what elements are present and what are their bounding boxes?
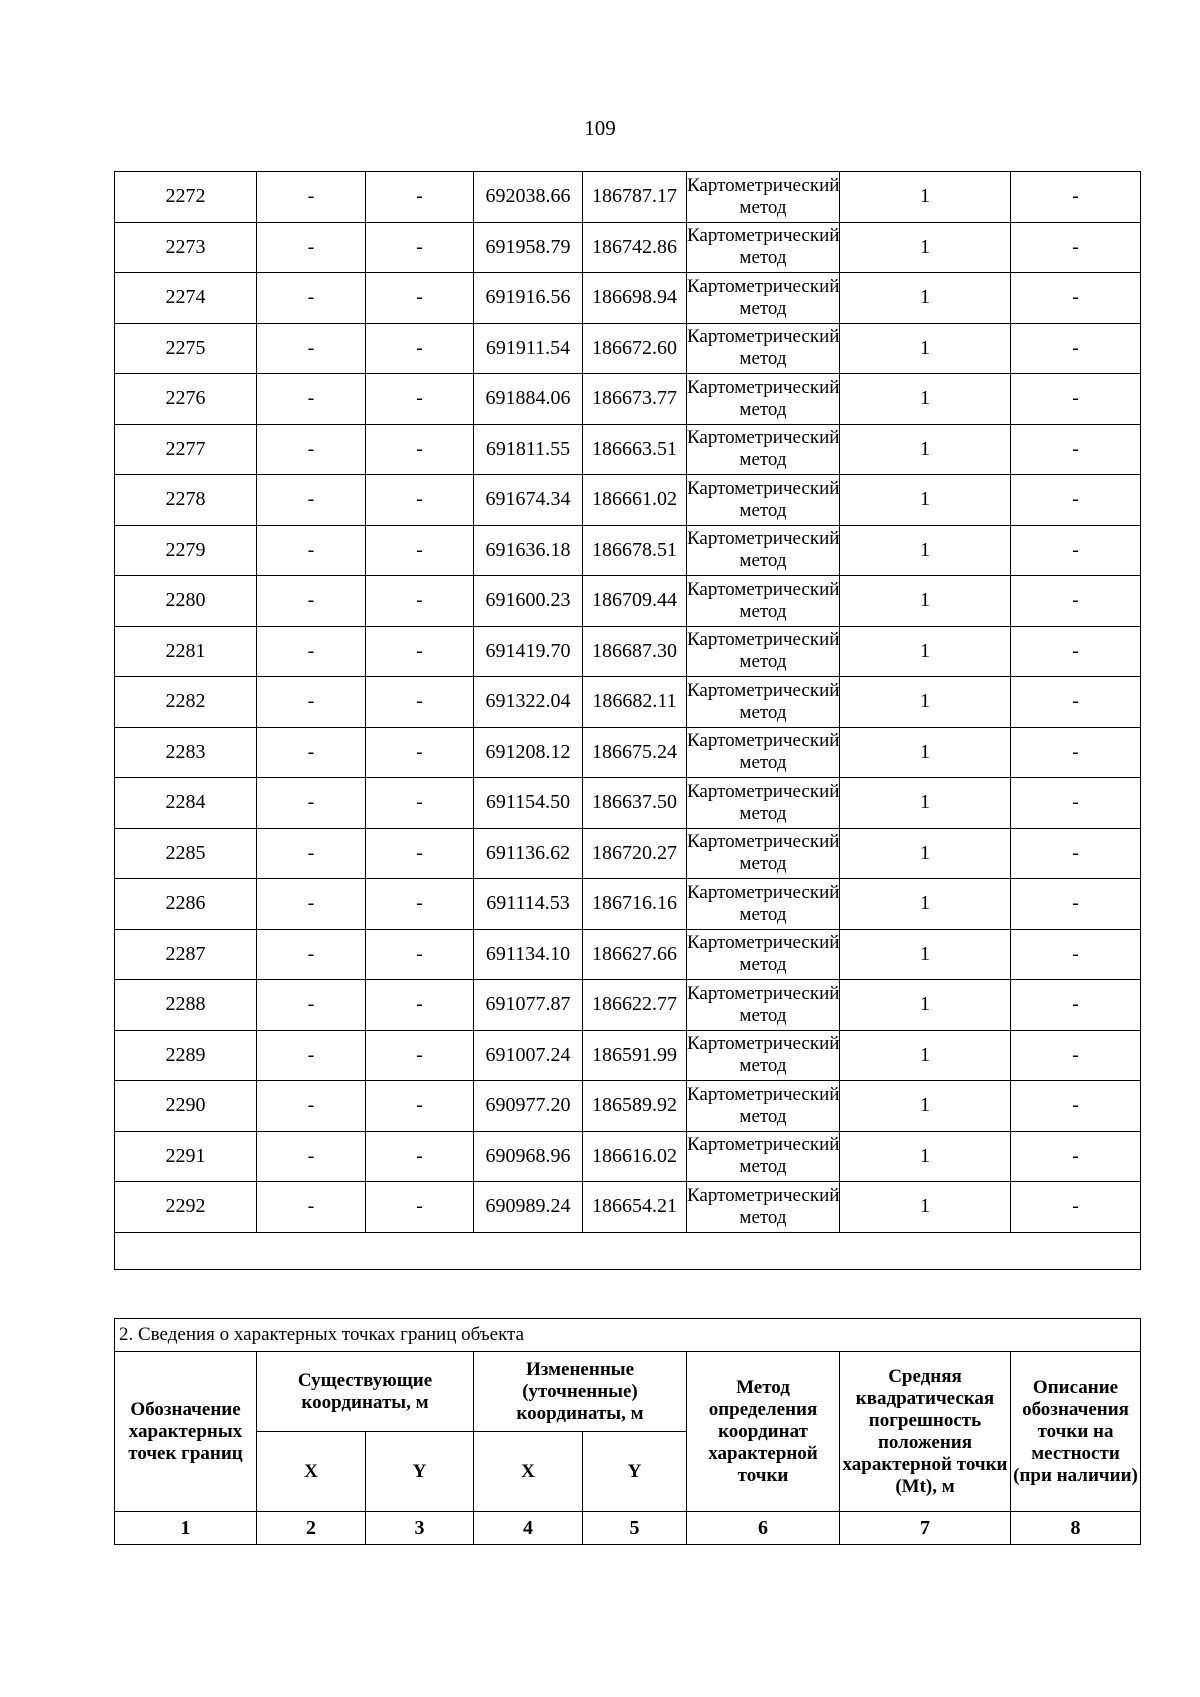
cell-existing-x: - <box>257 626 366 677</box>
cell-existing-x: - <box>257 273 366 324</box>
cell-method: Картометрический метод <box>687 929 840 980</box>
section-title: 2. Сведения о характерных точках границ объекта <box>115 1319 1141 1352</box>
cell-point: 2290 <box>115 1081 257 1132</box>
column-number: 8 <box>1011 1512 1141 1545</box>
cell-changed-x: 691077.87 <box>474 980 583 1031</box>
cell-changed-x: 690989.24 <box>474 1182 583 1233</box>
cell-existing-x: - <box>257 929 366 980</box>
cell-point: 2272 <box>115 172 257 223</box>
header-existing-coordinates: Существующие координаты, м <box>257 1352 474 1432</box>
cell-existing-y: - <box>366 172 474 223</box>
table-row <box>115 273 1141 324</box>
column-number: 2 <box>257 1512 366 1545</box>
cell-point: 2273 <box>115 222 257 273</box>
cell-existing-x: - <box>257 424 366 475</box>
cell-point: 2281 <box>115 626 257 677</box>
table-row <box>115 222 1141 273</box>
table-row-empty <box>115 1232 1141 1269</box>
table-row <box>115 576 1141 627</box>
cell-existing-y: - <box>366 828 474 879</box>
cell-description: - <box>1011 273 1141 324</box>
cell-changed-y: 186637.50 <box>583 778 687 829</box>
cell-changed-x: 691007.24 <box>474 1030 583 1081</box>
cell-method: Картометрический метод <box>687 525 840 576</box>
cell-description: - <box>1011 475 1141 526</box>
cell-changed-x: 691636.18 <box>474 525 583 576</box>
cell-existing-x: - <box>257 980 366 1031</box>
cell-point: 2291 <box>115 1131 257 1182</box>
cell-changed-y: 186589.92 <box>583 1081 687 1132</box>
cell-description: - <box>1011 879 1141 930</box>
cell-point: 2283 <box>115 727 257 778</box>
coordinates-table-continuation <box>114 171 1141 1270</box>
cell-description: - <box>1011 1182 1141 1233</box>
cell-existing-x: - <box>257 727 366 778</box>
cell-existing-x: - <box>257 323 366 374</box>
cell-point: 2275 <box>115 323 257 374</box>
cell-accuracy: 1 <box>840 1081 1011 1132</box>
cell-method: Картометрический метод <box>687 576 840 627</box>
cell-method: Картометрический метод <box>687 879 840 930</box>
cell-accuracy: 1 <box>840 626 1011 677</box>
cell-changed-y: 186673.77 <box>583 374 687 425</box>
cell-description: - <box>1011 929 1141 980</box>
cell-changed-y: 186709.44 <box>583 576 687 627</box>
cell-method: Картометрический метод <box>687 323 840 374</box>
cell-changed-y: 186698.94 <box>583 273 687 324</box>
cell-changed-y: 186675.24 <box>583 727 687 778</box>
cell-point: 2286 <box>115 879 257 930</box>
cell-point: 2284 <box>115 778 257 829</box>
cell-method: Картометрический метод <box>687 980 840 1031</box>
cell-changed-y: 186627.66 <box>583 929 687 980</box>
cell-changed-y: 186616.02 <box>583 1131 687 1182</box>
cell-existing-y: - <box>366 576 474 627</box>
cell-description: - <box>1011 222 1141 273</box>
cell-changed-x: 692038.66 <box>474 172 583 223</box>
cell-accuracy: 1 <box>840 374 1011 425</box>
cell-existing-y: - <box>366 424 474 475</box>
cell-description: - <box>1011 677 1141 728</box>
cell-changed-x: 691154.50 <box>474 778 583 829</box>
cell-existing-y: - <box>366 626 474 677</box>
cell-changed-y: 186787.17 <box>583 172 687 223</box>
page-number: 109 <box>584 116 616 140</box>
cell-accuracy: 1 <box>840 1131 1011 1182</box>
cell-point: 2285 <box>115 828 257 879</box>
cell-existing-x: - <box>257 778 366 829</box>
column-number: 7 <box>840 1512 1011 1545</box>
cell-description: - <box>1011 980 1141 1031</box>
cell-existing-y: - <box>366 879 474 930</box>
cell-changed-y: 186661.02 <box>583 475 687 526</box>
table-row <box>115 172 1141 223</box>
cell-point: 2282 <box>115 677 257 728</box>
cell-existing-y: - <box>366 980 474 1031</box>
column-number: 5 <box>583 1512 687 1545</box>
cell-accuracy: 1 <box>840 273 1011 324</box>
cell-changed-y: 186672.60 <box>583 323 687 374</box>
table-row <box>115 525 1141 576</box>
cell-existing-x: - <box>257 828 366 879</box>
cell-method: Картометрический метод <box>687 374 840 425</box>
cell-existing-y: - <box>366 222 474 273</box>
cell-existing-y: - <box>366 929 474 980</box>
header-existing-x: X <box>257 1432 366 1512</box>
cell-existing-y: - <box>366 1182 474 1233</box>
header-description: Описание обозначения точки на местности (при наличии) <box>1011 1352 1141 1512</box>
cell-changed-x: 691419.70 <box>474 626 583 677</box>
cell-existing-y: - <box>366 1030 474 1081</box>
header-point-designation: Обозначение характерных точек границ <box>115 1352 257 1512</box>
cell-method: Картометрический метод <box>687 626 840 677</box>
cell-method: Картометрический метод <box>687 828 840 879</box>
cell-point: 2288 <box>115 980 257 1031</box>
table-row <box>115 323 1141 374</box>
cell-method: Картометрический метод <box>687 778 840 829</box>
cell-method: Картометрический метод <box>687 1030 840 1081</box>
cell-changed-y: 186591.99 <box>583 1030 687 1081</box>
cell-existing-y: - <box>366 778 474 829</box>
cell-description: - <box>1011 1131 1141 1182</box>
table-row <box>115 879 1141 930</box>
cell-description: - <box>1011 828 1141 879</box>
cell-changed-x: 691811.55 <box>474 424 583 475</box>
header-changed-y: Y <box>583 1432 687 1512</box>
cell-point: 2278 <box>115 475 257 526</box>
cell-changed-y: 186716.16 <box>583 879 687 930</box>
cell-changed-y: 186720.27 <box>583 828 687 879</box>
table-row <box>115 1182 1141 1233</box>
cell-changed-x: 691136.62 <box>474 828 583 879</box>
cell-changed-x: 691114.53 <box>474 879 583 930</box>
cell-changed-x: 691958.79 <box>474 222 583 273</box>
cell-existing-x: - <box>257 374 366 425</box>
boundary-points-header-table <box>114 1318 1141 1545</box>
cell-accuracy: 1 <box>840 475 1011 526</box>
cell-method: Картометрический метод <box>687 222 840 273</box>
column-number: 4 <box>474 1512 583 1545</box>
cell-changed-y: 186742.86 <box>583 222 687 273</box>
cell-accuracy: 1 <box>840 424 1011 475</box>
cell-existing-x: - <box>257 1182 366 1233</box>
table-row <box>115 475 1141 526</box>
cell-changed-y: 186663.51 <box>583 424 687 475</box>
table-row <box>115 424 1141 475</box>
cell-point: 2289 <box>115 1030 257 1081</box>
cell-existing-y: - <box>366 677 474 728</box>
cell-method: Картометрический метод <box>687 677 840 728</box>
cell-point: 2287 <box>115 929 257 980</box>
cell-existing-x: - <box>257 576 366 627</box>
cell-description: - <box>1011 323 1141 374</box>
header-changed-x: X <box>474 1432 583 1512</box>
cell-existing-y: - <box>366 273 474 324</box>
cell-changed-y: 186678.51 <box>583 525 687 576</box>
cell-accuracy: 1 <box>840 980 1011 1031</box>
cell-changed-x: 691911.54 <box>474 323 583 374</box>
cell-point: 2280 <box>115 576 257 627</box>
cell-existing-x: - <box>257 222 366 273</box>
cell-description: - <box>1011 727 1141 778</box>
empty-cell <box>115 1232 1141 1269</box>
cell-accuracy: 1 <box>840 222 1011 273</box>
cell-existing-y: - <box>366 1131 474 1182</box>
cell-existing-y: - <box>366 323 474 374</box>
table-row <box>115 980 1141 1031</box>
cell-existing-y: - <box>366 374 474 425</box>
cell-changed-x: 691600.23 <box>474 576 583 627</box>
cell-method: Картометрический метод <box>687 1182 840 1233</box>
cell-description: - <box>1011 576 1141 627</box>
cell-accuracy: 1 <box>840 576 1011 627</box>
cell-description: - <box>1011 1030 1141 1081</box>
table-row <box>115 677 1141 728</box>
header-method: Метод определения координат характерной точки <box>687 1352 840 1512</box>
header-accuracy: Средняя квадратическая погрешность положения характерной точки (Mt), м <box>840 1352 1011 1512</box>
cell-existing-x: - <box>257 1081 366 1132</box>
cell-point: 2276 <box>115 374 257 425</box>
cell-method: Картометрический метод <box>687 475 840 526</box>
cell-changed-x: 690977.20 <box>474 1081 583 1132</box>
cell-description: - <box>1011 374 1141 425</box>
cell-accuracy: 1 <box>840 879 1011 930</box>
cell-method: Картометрический метод <box>687 172 840 223</box>
cell-changed-y: 186682.11 <box>583 677 687 728</box>
cell-existing-y: - <box>366 1081 474 1132</box>
cell-description: - <box>1011 778 1141 829</box>
cell-method: Картометрический метод <box>687 1081 840 1132</box>
table-row <box>115 1030 1141 1081</box>
cell-changed-x: 691322.04 <box>474 677 583 728</box>
cell-accuracy: 1 <box>840 323 1011 374</box>
cell-description: - <box>1011 424 1141 475</box>
cell-existing-y: - <box>366 727 474 778</box>
cell-accuracy: 1 <box>840 677 1011 728</box>
table-row <box>115 828 1141 879</box>
cell-existing-y: - <box>366 475 474 526</box>
cell-existing-x: - <box>257 879 366 930</box>
cell-point: 2274 <box>115 273 257 324</box>
cell-accuracy: 1 <box>840 828 1011 879</box>
column-number: 3 <box>366 1512 474 1545</box>
cell-existing-y: - <box>366 525 474 576</box>
cell-description: - <box>1011 626 1141 677</box>
cell-accuracy: 1 <box>840 1030 1011 1081</box>
column-number: 6 <box>687 1512 840 1545</box>
cell-description: - <box>1011 172 1141 223</box>
cell-existing-x: - <box>257 1131 366 1182</box>
cell-point: 2292 <box>115 1182 257 1233</box>
cell-changed-x: 691134.10 <box>474 929 583 980</box>
cell-method: Картометрический метод <box>687 424 840 475</box>
header-existing-y: Y <box>366 1432 474 1512</box>
table-row <box>115 727 1141 778</box>
cell-changed-y: 186622.77 <box>583 980 687 1031</box>
cell-changed-x: 691916.56 <box>474 273 583 324</box>
cell-existing-x: - <box>257 525 366 576</box>
cell-existing-x: - <box>257 677 366 728</box>
table-row <box>115 626 1141 677</box>
cell-point: 2277 <box>115 424 257 475</box>
cell-changed-x: 690968.96 <box>474 1131 583 1182</box>
cell-existing-x: - <box>257 1030 366 1081</box>
table-row <box>115 374 1141 425</box>
header-changed-coordinates: Измененные (уточненные) координаты, м <box>474 1352 687 1432</box>
cell-accuracy: 1 <box>840 1182 1011 1233</box>
table-row <box>115 1131 1141 1182</box>
cell-method: Картометрический метод <box>687 1131 840 1182</box>
table-row <box>115 778 1141 829</box>
cell-changed-y: 186687.30 <box>583 626 687 677</box>
column-number: 1 <box>115 1512 257 1545</box>
cell-method: Картометрический метод <box>687 273 840 324</box>
cell-accuracy: 1 <box>840 727 1011 778</box>
cell-accuracy: 1 <box>840 929 1011 980</box>
cell-description: - <box>1011 1081 1141 1132</box>
cell-method: Картометрический метод <box>687 727 840 778</box>
cell-existing-x: - <box>257 475 366 526</box>
cell-accuracy: 1 <box>840 525 1011 576</box>
cell-changed-x: 691674.34 <box>474 475 583 526</box>
cell-description: - <box>1011 525 1141 576</box>
cell-accuracy: 1 <box>840 172 1011 223</box>
cell-accuracy: 1 <box>840 778 1011 829</box>
cell-changed-y: 186654.21 <box>583 1182 687 1233</box>
table-row <box>115 1081 1141 1132</box>
cell-existing-x: - <box>257 172 366 223</box>
cell-changed-x: 691884.06 <box>474 374 583 425</box>
cell-point: 2279 <box>115 525 257 576</box>
cell-changed-x: 691208.12 <box>474 727 583 778</box>
table-row <box>115 929 1141 980</box>
